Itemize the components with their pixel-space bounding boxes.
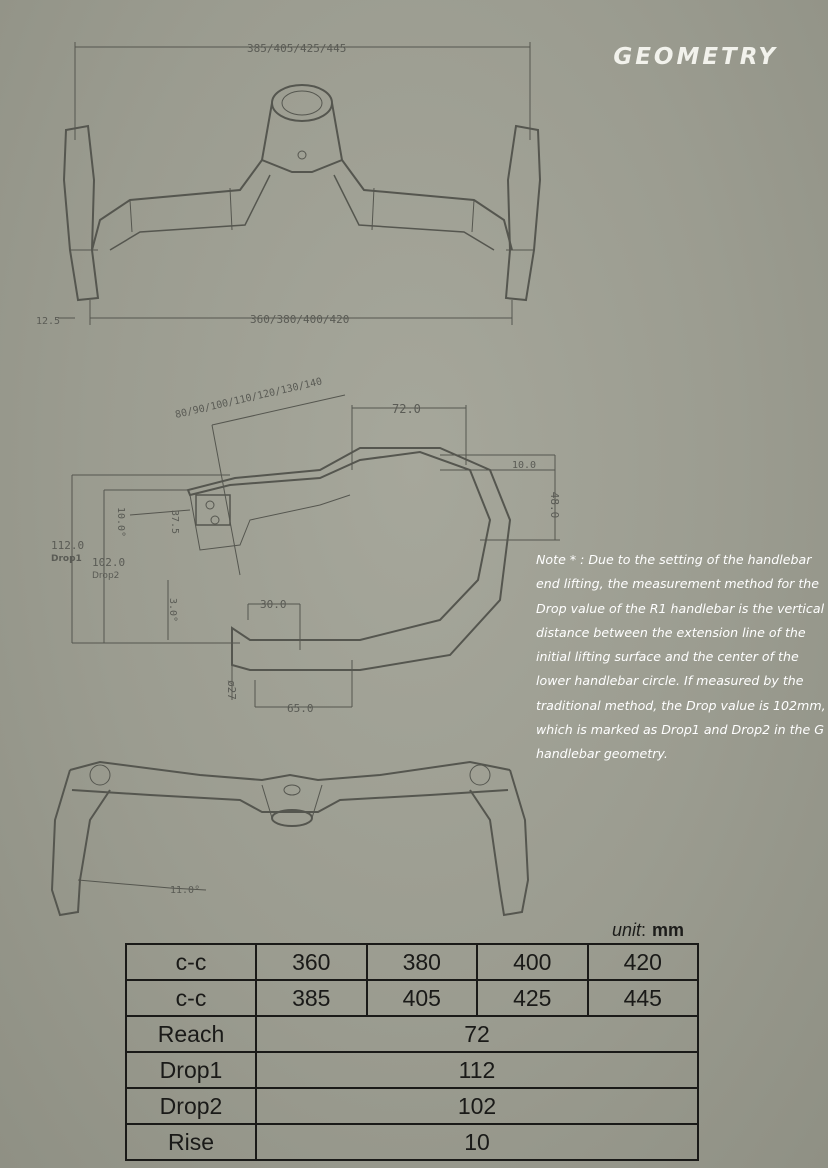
geometry-table [125,943,699,1161]
angle-c-label: 3.0° [167,597,178,623]
angle-b-label: 37.5 [169,509,180,535]
flat-label: 30.0 [260,598,287,611]
table-cell: 380 [367,944,478,980]
table-row-drop1 [126,1052,698,1088]
table-cell: 425 [477,980,588,1016]
flare-angle-label: 11.0° [170,885,201,896]
diameter-label: ø27 [225,680,238,700]
bottom-width-label: 360/380/400/420 [250,313,350,326]
table-cell: 360 [256,944,367,980]
table-cell: 400 [477,944,588,980]
page-title: GEOMETRY [613,44,778,70]
drop-height-label: 48.0 [548,491,561,519]
drop2-value: 102.0 [92,556,126,569]
side-view-drawing [72,395,560,707]
flare-label: 12.5 [36,316,61,327]
unit-separator: : [641,920,647,940]
top-view-drawing [58,42,540,325]
table-cell: 10 [256,1124,698,1160]
table-cell: 405 [367,980,478,1016]
row-label: Drop1 [126,1052,256,1088]
row-label: c-c [126,980,256,1016]
extension-label: 65.0 [287,702,314,715]
table-row-rise [126,1124,698,1160]
table-row-reach [126,1016,698,1052]
drop-measurement-note: Note * : Due to the setting of the handlebar end lifting, the measurement method for the Drop value of the R1 handlebar is the vertical distance between the extension line of the initial lifting surface and the center of the lower handlebar circle. If measured by the traditional method, the Drop value is 102mm, which is marked as Drop1 and Drop2 in the G handlebar geometry. [536,552,826,762]
unit-label [612,920,684,941]
table-cell: 445 [588,980,699,1016]
table-cell: 385 [256,980,367,1016]
table-cell: 72 [256,1016,698,1052]
row-label: Rise [126,1124,256,1160]
table-row-cc-top [126,980,698,1016]
drop2-name: Drop2 [92,571,120,581]
drop1-name: Drop1 [51,554,82,564]
row-label: Drop2 [126,1088,256,1124]
row-label: c-c [126,944,256,980]
table-cell: 112 [256,1052,698,1088]
top-width-label: 385/405/425/445 [247,42,347,55]
reach-label: 72.0 [392,402,421,416]
row-label: Reach [126,1016,256,1052]
drop1-value: 112.0 [51,539,85,552]
table-row-drop2 [126,1088,698,1124]
table-row-cc-bottom [126,944,698,980]
rise-label: 10.0 [512,460,537,471]
table-cell: 102 [256,1088,698,1124]
stem-lengths-label: 80/90/100/110/120/130/140 [174,376,324,421]
angle-a-label: 10.0° [115,506,126,538]
table-cell: 420 [588,944,699,980]
front-view-drawing [52,762,528,915]
unit-label-text: unit [612,920,642,940]
unit-value: mm [652,920,685,940]
